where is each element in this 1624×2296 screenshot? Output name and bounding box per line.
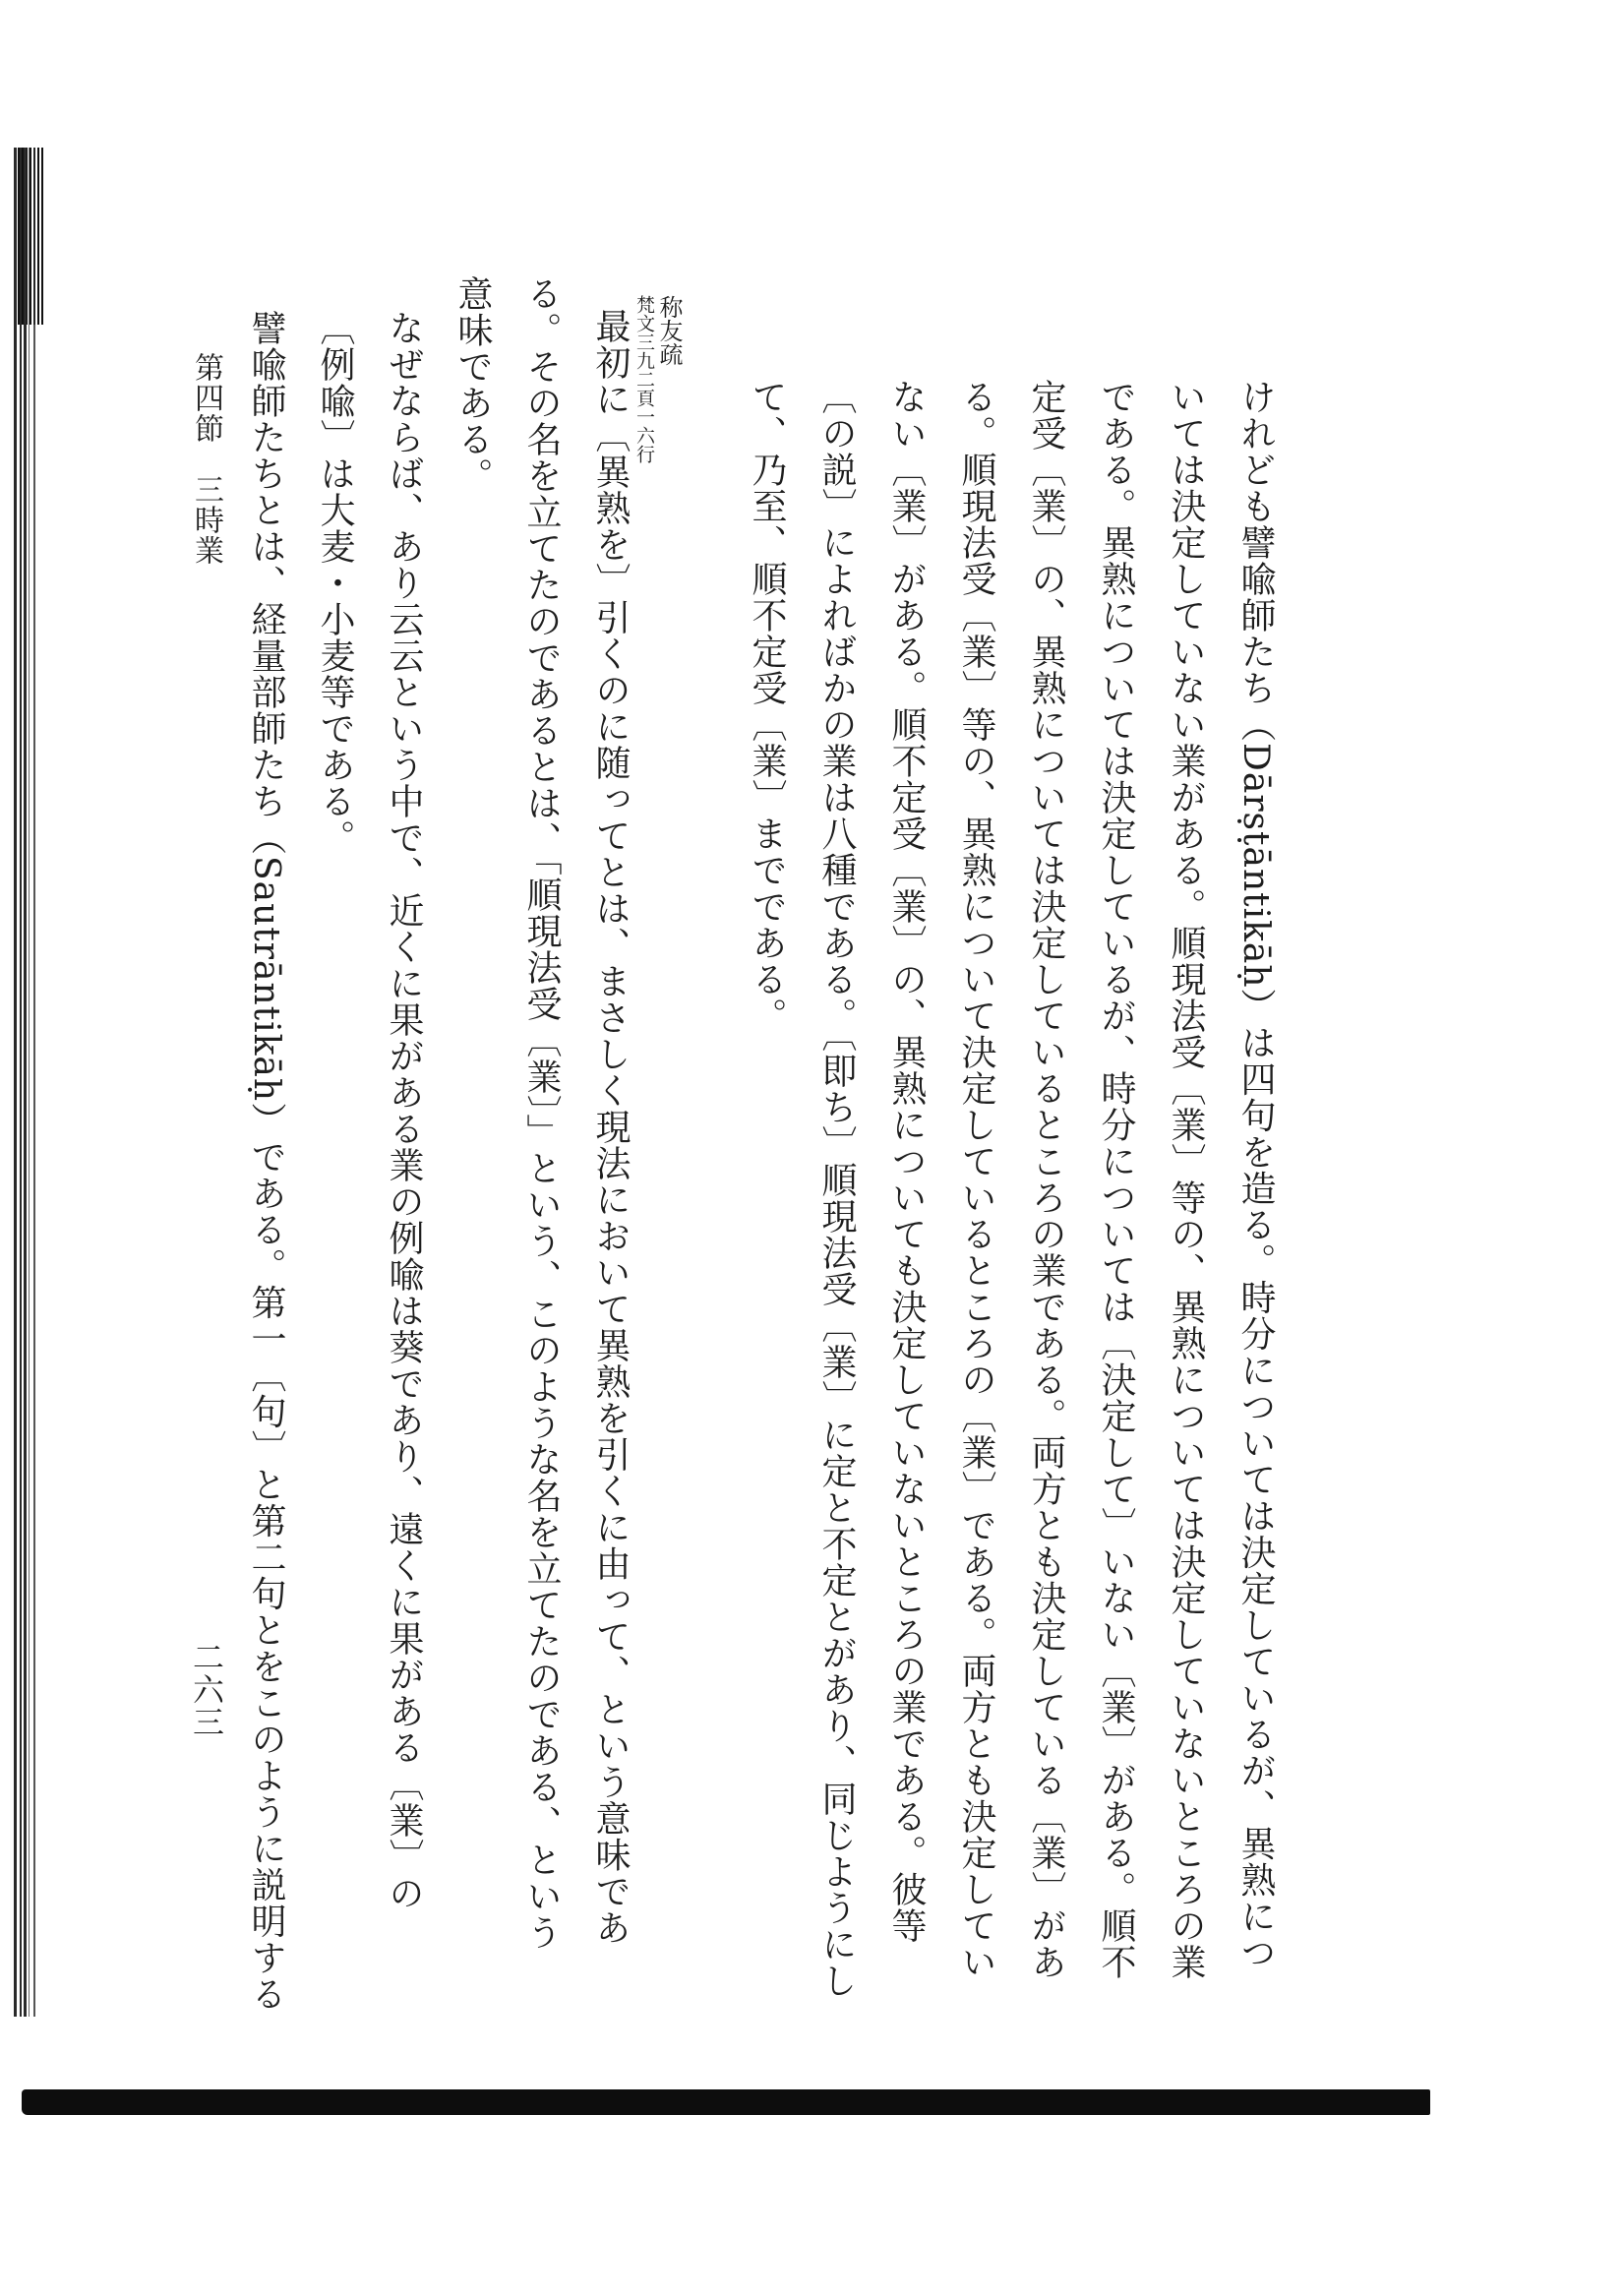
commentary-source: 梵文三九二頁一六行 [633, 295, 655, 463]
text-column-8: て、乃至、順不定受〔業〕までである。 [747, 379, 787, 1034]
commentary-column-2: る。その名を立てたのであるとは、「順現法受〔業〕」という、このような名を立てたのである、という [521, 275, 562, 1951]
commentary-column-3: 意味である。 [452, 275, 493, 494]
commentary-column-4: なぜならば、あり云云という中で、近くに果がある業の例喩は葵であり、遠くに果がある〔業〕の [384, 310, 424, 1911]
page-number: 二六三 [188, 1641, 225, 1738]
text-column-2: いては決定していない業がある。順現法受〔業〕等の、異熟については決定していないところの業 [1166, 379, 1206, 1980]
commentary-column-1: 最初に〔異熟を〕引くのに随ってとは、まさしく現法において異熟を引くに由って、という意味であ [590, 308, 631, 1946]
text-column-5: る。順現法受〔業〕等の、異熟について決定しているところの〔業〕である。両方とも決定してい [956, 379, 996, 1980]
binding-edge [14, 148, 43, 2017]
section-footer: 第四節 三時業 [189, 352, 223, 566]
text-column-1: けれども譬喩師たち（Dārṣṭāntikāḥ）は四句を造る。時分については決定しているが、異熟につ [1235, 379, 1276, 1971]
text-column-4: 定受〔業〕の、異熟については決定しているところの業である。両方とも決定している〔業〕があ [1026, 379, 1066, 1980]
text-column-7: 〔の説〕によればかの業は八種である。〔即ち〕順現法受〔業〕に定と不定とがあり、同じようにし [816, 379, 857, 1999]
commentary-label: 称友疏 [655, 295, 683, 366]
text-column-3: である。異熟については決定しているが、時分については〔決定して〕いない〔業〕がある。順不 [1096, 379, 1136, 1980]
commentary-column-6: 譬喩師たちとは、経量部師たち（Sautrāntikāḥ）である。第一〔句〕と第二句とをこのように説明する [246, 310, 286, 2013]
commentary-column-5: 〔例喩〕は大麦・小麦等である。 [315, 310, 355, 856]
text-column-6: ない〔業〕がある。順不定受〔業〕の、異熟についても決定していないところの業である。彼等 [886, 379, 927, 1944]
scan-artifact-bar [22, 2089, 1430, 2115]
